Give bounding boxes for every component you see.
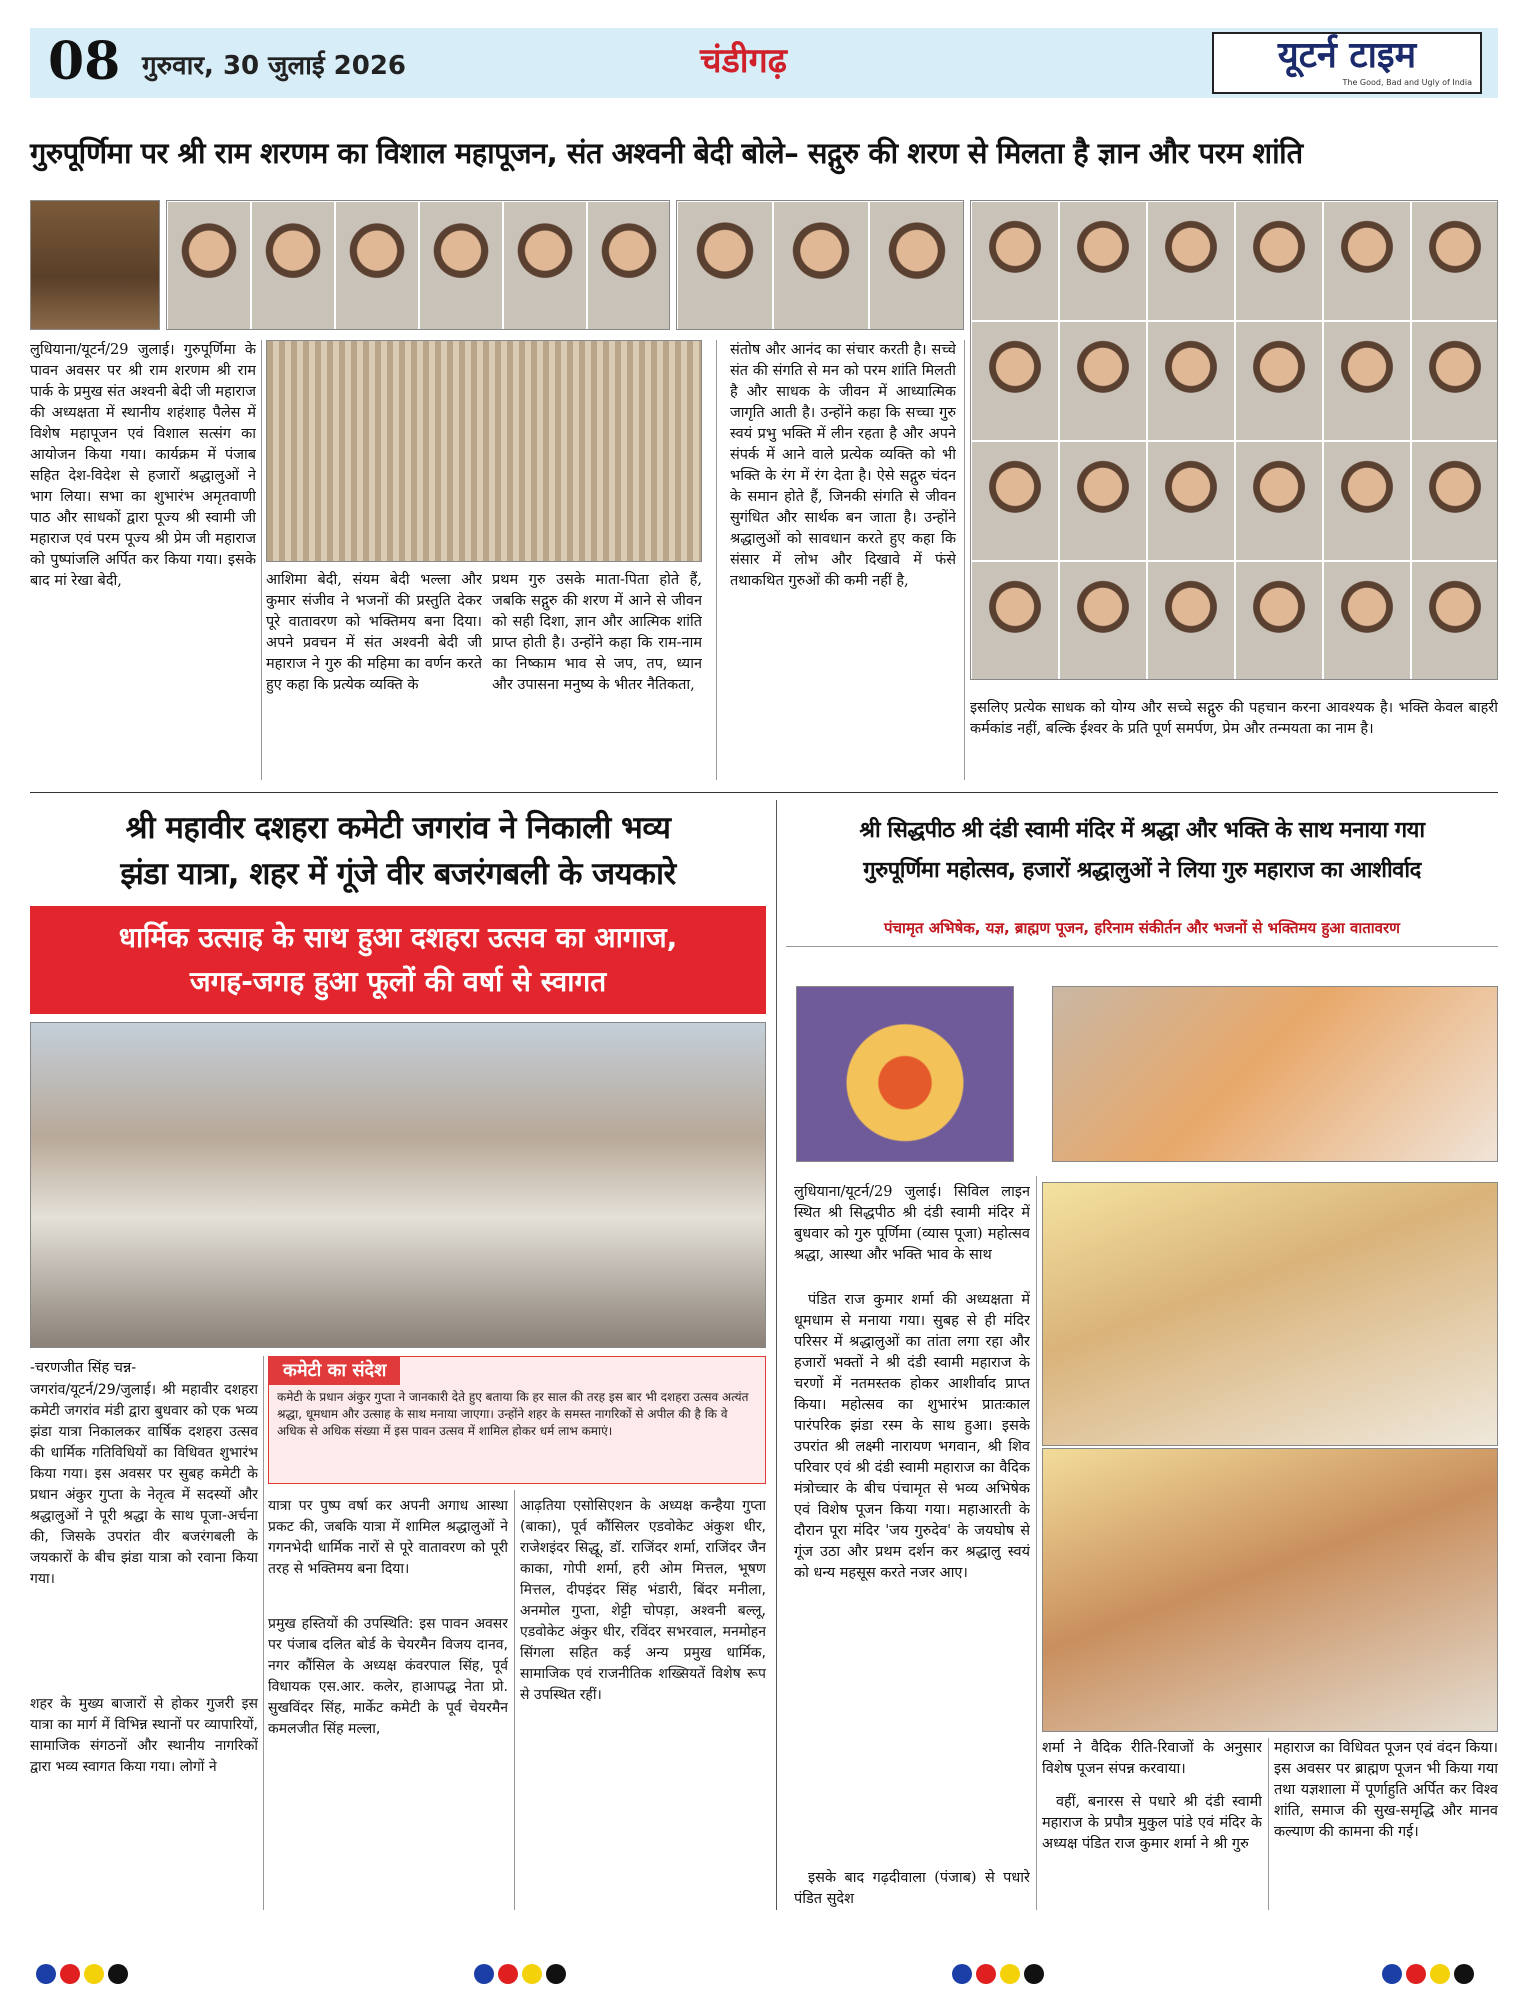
story1-column-2: आशिमा बेदी, संयम बेदी भल्ला और कुमार संजीव ने भजनों की प्रस्तुति देकर पूरे वातावरण को भक्तिमय बना दिया। अपने प्रवचन में संत अश्वनी बेदी जी महाराज ने गुरु की महिमा का वर्णन करते हुए कहा कि प्रत्येक व्यक्ति के [266,572,482,693]
registration-marks-center-right [952,1964,1044,1984]
portrait [1323,561,1411,680]
story3-column-1-continued: पंडित राज कुमार शर्मा की अध्यक्षता में धूमधाम से मनाया गया। सुबह से ही मंदिर परिसर में श्रद्धालुओं का तांता लगा रहा और हजारों भक्तों ने श्री दंडी स्वामी महाराज के चरणों में नतमस्तक होकर आशीर्वाद प्राप्त किया। महोत्सव का शुभारंभ प्रातःकाल पारंपरिक झंडा रस्म के साथ हुआ। इसके उपरांत श्री लक्ष्मी नारायण भगवान, श्री शिव परिवार एवं श्री दंडी स्वामी महाराज का वैदिक मंत्रोच्चार के बीच पंचामृत से भव्य अभिषेक एवं विशेष पूजन किया गया। महाआरती के दौरान पूरा मंदिर 'जय गुरुदेव' के जयघोष से गूंज उठा और प्रथम दर्शन कर श्रद्धालु स्वयं को धन्य महसूस करते नजर आए। [794,1292,1030,1581]
story2-column-1: जगरांव/यूटर्न/29/जुलाई। श्री महावीर दशहरा कमेटी जगरांव मंडी द्वारा बुधवार को एक भव्य झंडा यात्रा निकालकर वार्षिक दशहरा उत्सव की धार्मिक गतिविधियों का विधिवत शुभारंभ किया गया। इस अवसर पर सुबह कमेटी के प्रधान अंकुर गुप्ता के नेतृत्व में सदस्यों और श्रद्धालुओं ने पूरी श्रद्धा के साथ पूजा-अर्चना की, जिसके उपरांत वीर बजरंगबली के जयकारों के बीच झंडा यात्रा को रवाना किया गया। [30,1382,258,1587]
story2-byline: -चरणजीत सिंह चन्न- [30,1360,137,1376]
story1-photo-speaker [30,200,160,330]
portrait [1059,201,1147,321]
story3-photo-havan [1042,1448,1498,1732]
portrait [971,321,1059,441]
story1-photo-men-row [676,200,964,330]
column-rule [716,340,717,780]
portrait [1147,201,1235,321]
portrait [587,201,670,330]
column-rule [1036,1176,1037,1910]
portrait [1147,561,1235,680]
portrait [1323,441,1411,561]
story2-red-banner [30,906,766,1014]
story2-headline-line-2: झंडा यात्रा, शहर में गूंजे वीर बजरंगबली के जयकारे [120,856,676,892]
city-name: चंडीगढ़ [700,41,787,81]
portrait [1235,561,1323,680]
portrait [1059,441,1147,561]
portrait [1323,201,1411,321]
portrait [1411,321,1498,441]
story1-column-1: लुधियाना/यूटर्न/29 जुलाई। गुरुपूर्णिमा के पावन अवसर पर श्री राम शरणम श्री राम पार्क के प्रमुख संत अश्वनी बेदी जी महाराज की अध्यक्षता में स्थानीय शहंशाह पैलेस में विशेष महापूजन एवं विशाल सत्संग का आयोजन किया गया। कार्यक्रम में पंजाब सहित देश-विदेश से हजारों श्रद्धालुओं ने भाग लिया। सभा का शुभारंभ अमृतवाणी पाठ और साधकों द्वारा पूज्य श्री स्वामी जी महाराज एवं परम पूज्य श्री प्रेम जी महाराज को पुष्पांजलि अर्पित कर किया गया। इसके बाद मां रेखा बेदी, [30,342,256,589]
story3-column-3: महाराज का विधिवत पूजन एवं वंदन किया। इस अवसर पर ब्राह्मण पूजन भी किया गया तथा यज्ञशाला में पूर्णाहुति अर्पित कर विश्व शांति, समाज की सुख-समृद्धि और मानव कल्याण की कामना की गई। [1274,1740,1498,1840]
portrait [1235,201,1323,321]
portrait [1059,561,1147,680]
portrait [971,561,1059,680]
portrait [677,201,773,330]
story3-column-2-continued: वहीं, बनारस से पधारे श्री दंडी स्वामी महाराज के प्रपौत्र मुकुल पांडे एवं मंदिर के अध्यक्ष पंडित राज कुमार शर्मा ने श्री गुरु [1042,1794,1262,1852]
portrait [971,201,1059,321]
portrait [251,201,335,330]
column-rule [514,1490,515,1910]
portrait [773,201,869,330]
portrait [971,441,1059,561]
column-rule [964,340,965,780]
story3-photo-devotees [1052,986,1498,1162]
column-rule [1268,1738,1269,1910]
story2-message-box [268,1356,766,1484]
story1-headline: गुरुपूर्णिमा पर श्री राम शरणम का विशाल महापूजन, संत अश्वनी बेदी बोले– सद्गुरु की शरण से मिलता है ज्ञान और परम शांति [30,136,1303,170]
issue-date: गुरुवार, 30 जुलाई 2026 [142,51,407,81]
column-rule [261,340,262,780]
banner-line-2: जगह-जगह हुआ फूलों की वर्षा से स्वागत [189,965,607,998]
story1-column-3: प्रथम गुरु उसके माता-पिता होते हैं, जबकि सद्गुरु की शरण में आने से जीवन को सही दिशा, ज्ञान और आत्मिक शांति प्राप्त होती है। उन्होंने कहा कि राम-नाम का निष्काम भाव से जप, तप, ध्यान और उपासना मनुष्य के भीतर नैतिकता, [492,572,702,693]
story2-column-1-continued: शहर के मुख्य बाजारों से होकर गुजरी इस यात्रा का मार्ग में विभिन्न स्थानों पर व्यापारियों, सामाजिक संगठनों और स्थानीय नागरिकों द्वारा भव्य स्वागत किया गया। लोगों ने [30,1696,258,1775]
portrait [335,201,419,330]
registration-marks-center-left [474,1964,566,1984]
section-divider [30,792,1498,793]
story3-headline-line-1: श्री सिद्धपीठ श्री दंडी स्वामी मंदिर में श्रद्धा और भक्ति के साथ मनाया गया [859,818,1425,843]
story1-portrait-grid [970,200,1498,680]
portrait [869,201,964,330]
page-number: 08 [48,31,121,92]
story1-column-5: इसलिए प्रत्येक साधक को योग्य और सच्चे सद्गुरु की पहचान करना आवश्यक है। भक्ति केवल बाहरी कर्मकांड नहीं, बल्कि ईश्वर के प्रति पूर्ण समर्पण, प्रेम और तन्मयता का नाम है। [970,700,1498,737]
story1-photo-congregation [266,340,702,562]
story2-column-3: आढ़तिया एसोसिएशन के अध्यक्ष कन्हैया गुप्ता (बाका), पूर्व कौंसिलर एडवोकेट अंकुश धीर, राजेशइंदर सिद्धू, डॉ. राजिंदर शर्मा, राजिंदर जैन काका, गोपी शर्मा, हरी ओम मित्तल, भूषण मित्तल, दीपइंदर सिंह भंडारी, बिंदर मनीला, अनमोल गुप्ता, शेट्टी चोपड़ा, अश्वनी बल्लू, एडवोकेट अंकुर धीर, रविंदर सभरवाल, मनमोहन सिंगला सहित कई अन्य प्रमुख धार्मिक, सामाजिक एवं राजनीतिक शख्सियतें विशेष रूप से उपस्थित रहीं। [520,1498,766,1703]
portrait [167,201,251,330]
message-box-title: कमेटी का संदेश [269,1357,400,1385]
portrait [1411,441,1498,561]
story3-photo-deity [796,986,1014,1162]
portrait [1147,321,1235,441]
story3-photo-pooja [1042,1182,1498,1446]
story1-column-4: संतोष और आनंद का संचार करती है। सच्चे संत की संगति से मन को परम शांति मिलती है और साधक के जीवन में आध्यात्मिक जागृति आती है। उन्होंने कहा कि सच्चा गुरु स्वयं प्रभु भक्ति में लीन रहता है और अपने संपर्क में आने वाले प्रत्येक व्यक्ति को भी भक्ति के रंग में रंग देता है। ऐसे सद्गुरु चंदन के समान होते हैं, जिनकी संगति से जीवन सुगंधित और सार्थक बन जाता है। उन्होंने श्रद्धालुओं को सावधान करते हुए कहा कि संसार में लोभ और दिखावे में फंसे तथाकथित गुरुओं की कमी नहीं है, [730,342,956,589]
portrait [1411,561,1498,680]
registration-marks-right [1382,1964,1474,1984]
story1-photo-women-row [166,200,670,330]
logo-tagline: The Good, Bad and Ugly of India [1342,78,1472,87]
story2-photo-procession [30,1022,766,1348]
portrait [1059,321,1147,441]
subhead-rule [786,946,1498,947]
portrait [1411,201,1498,321]
story3-column-2: शर्मा ने वैदिक रीति-रिवाजों के अनुसार विशेष पूजन संपन्न करवाया। [1042,1740,1262,1777]
portrait [419,201,503,330]
story3-column-1: लुधियाना/यूटर्न/29 जुलाई। सिविल लाइन स्थित श्री सिद्धपीठ श्री दंडी स्वामी मंदिर में बुधवार को गुरु पूर्णिमा (व्यास पूजा) महोत्सव श्रद्धा, आस्था और भक्ति भाव के साथ [794,1184,1030,1263]
column-rule [263,1356,264,1910]
story3-headline-line-2: गुरुपूर्णिमा महोत्सव, हजारों श्रद्धालुओं ने लिया गुरु महाराज का आशीर्वाद [863,858,1421,883]
portrait [1323,321,1411,441]
message-box-text: कमेटी के प्रधान अंकुर गुप्ता ने जानकारी देते हुए बताया कि हर साल की तरह इस बार भी दशहरा उत्सव अत्यंत श्रद्धा, धूमधाम और उत्साह के साथ मनाया जाएगा। उन्होंने शहर के समस्त नागरिकों से अपील की है कि वे अधिक से अधिक संख्या में इस पावन उत्सव में शामिल होकर धर्म लाभ कमाएं। [277,1390,749,1438]
story2-column-2-continued: प्रमुख हस्तियों की उपस्थिति: इस पावन अवसर पर पंजाब दलित बोर्ड के चेयरमैन विजय दानव, नगर कौंसिल के अध्यक्ष कंवरपाल सिंह, पूर्व विधायक एस.आर. कलेर, हाआपद्ध नेता प्रो. सुखविंदर सिंह, मार्केट कमेटी के पूर्व चेयरमैन कमलजीत सिंह मल्ला, [268,1616,508,1737]
story3-subhead: पंचामृत अभिषेक, यज्ञ, ब्राह्मण पूजन, हरिनाम संकीर्तन और भजनों से भक्तिमय हुआ वातावरण [884,919,1400,937]
newspaper-logo [1212,32,1482,94]
logo-text: यूटर्न टाइम [1277,35,1417,76]
story3-column-1-final: इसके बाद गढ़दीवाला (पंजाब) से पधारे पंडित सुदेश [794,1870,1030,1907]
story2-headline-line-1: श्री महावीर दशहरा कमेटी जगरांव ने निकाली भव्य [125,810,671,846]
portrait [1235,441,1323,561]
section-divider [776,800,777,1910]
story2-column-2: यात्रा पर पुष्प वर्षा कर अपनी अगाध आस्था प्रकट की, जबकि यात्रा में शामिल श्रद्धालुओं ने गगनभेदी धार्मिक नारों से पूरे वातावरण को पूरी तरह से भक्तिमय बना दिया। [268,1498,508,1577]
registration-marks-left [36,1964,128,1984]
banner-line-1: धार्मिक उत्साह के साथ हुआ दशहरा उत्सव का आगाज, [118,921,678,954]
portrait [1147,441,1235,561]
portrait [503,201,587,330]
portrait [1235,321,1323,441]
